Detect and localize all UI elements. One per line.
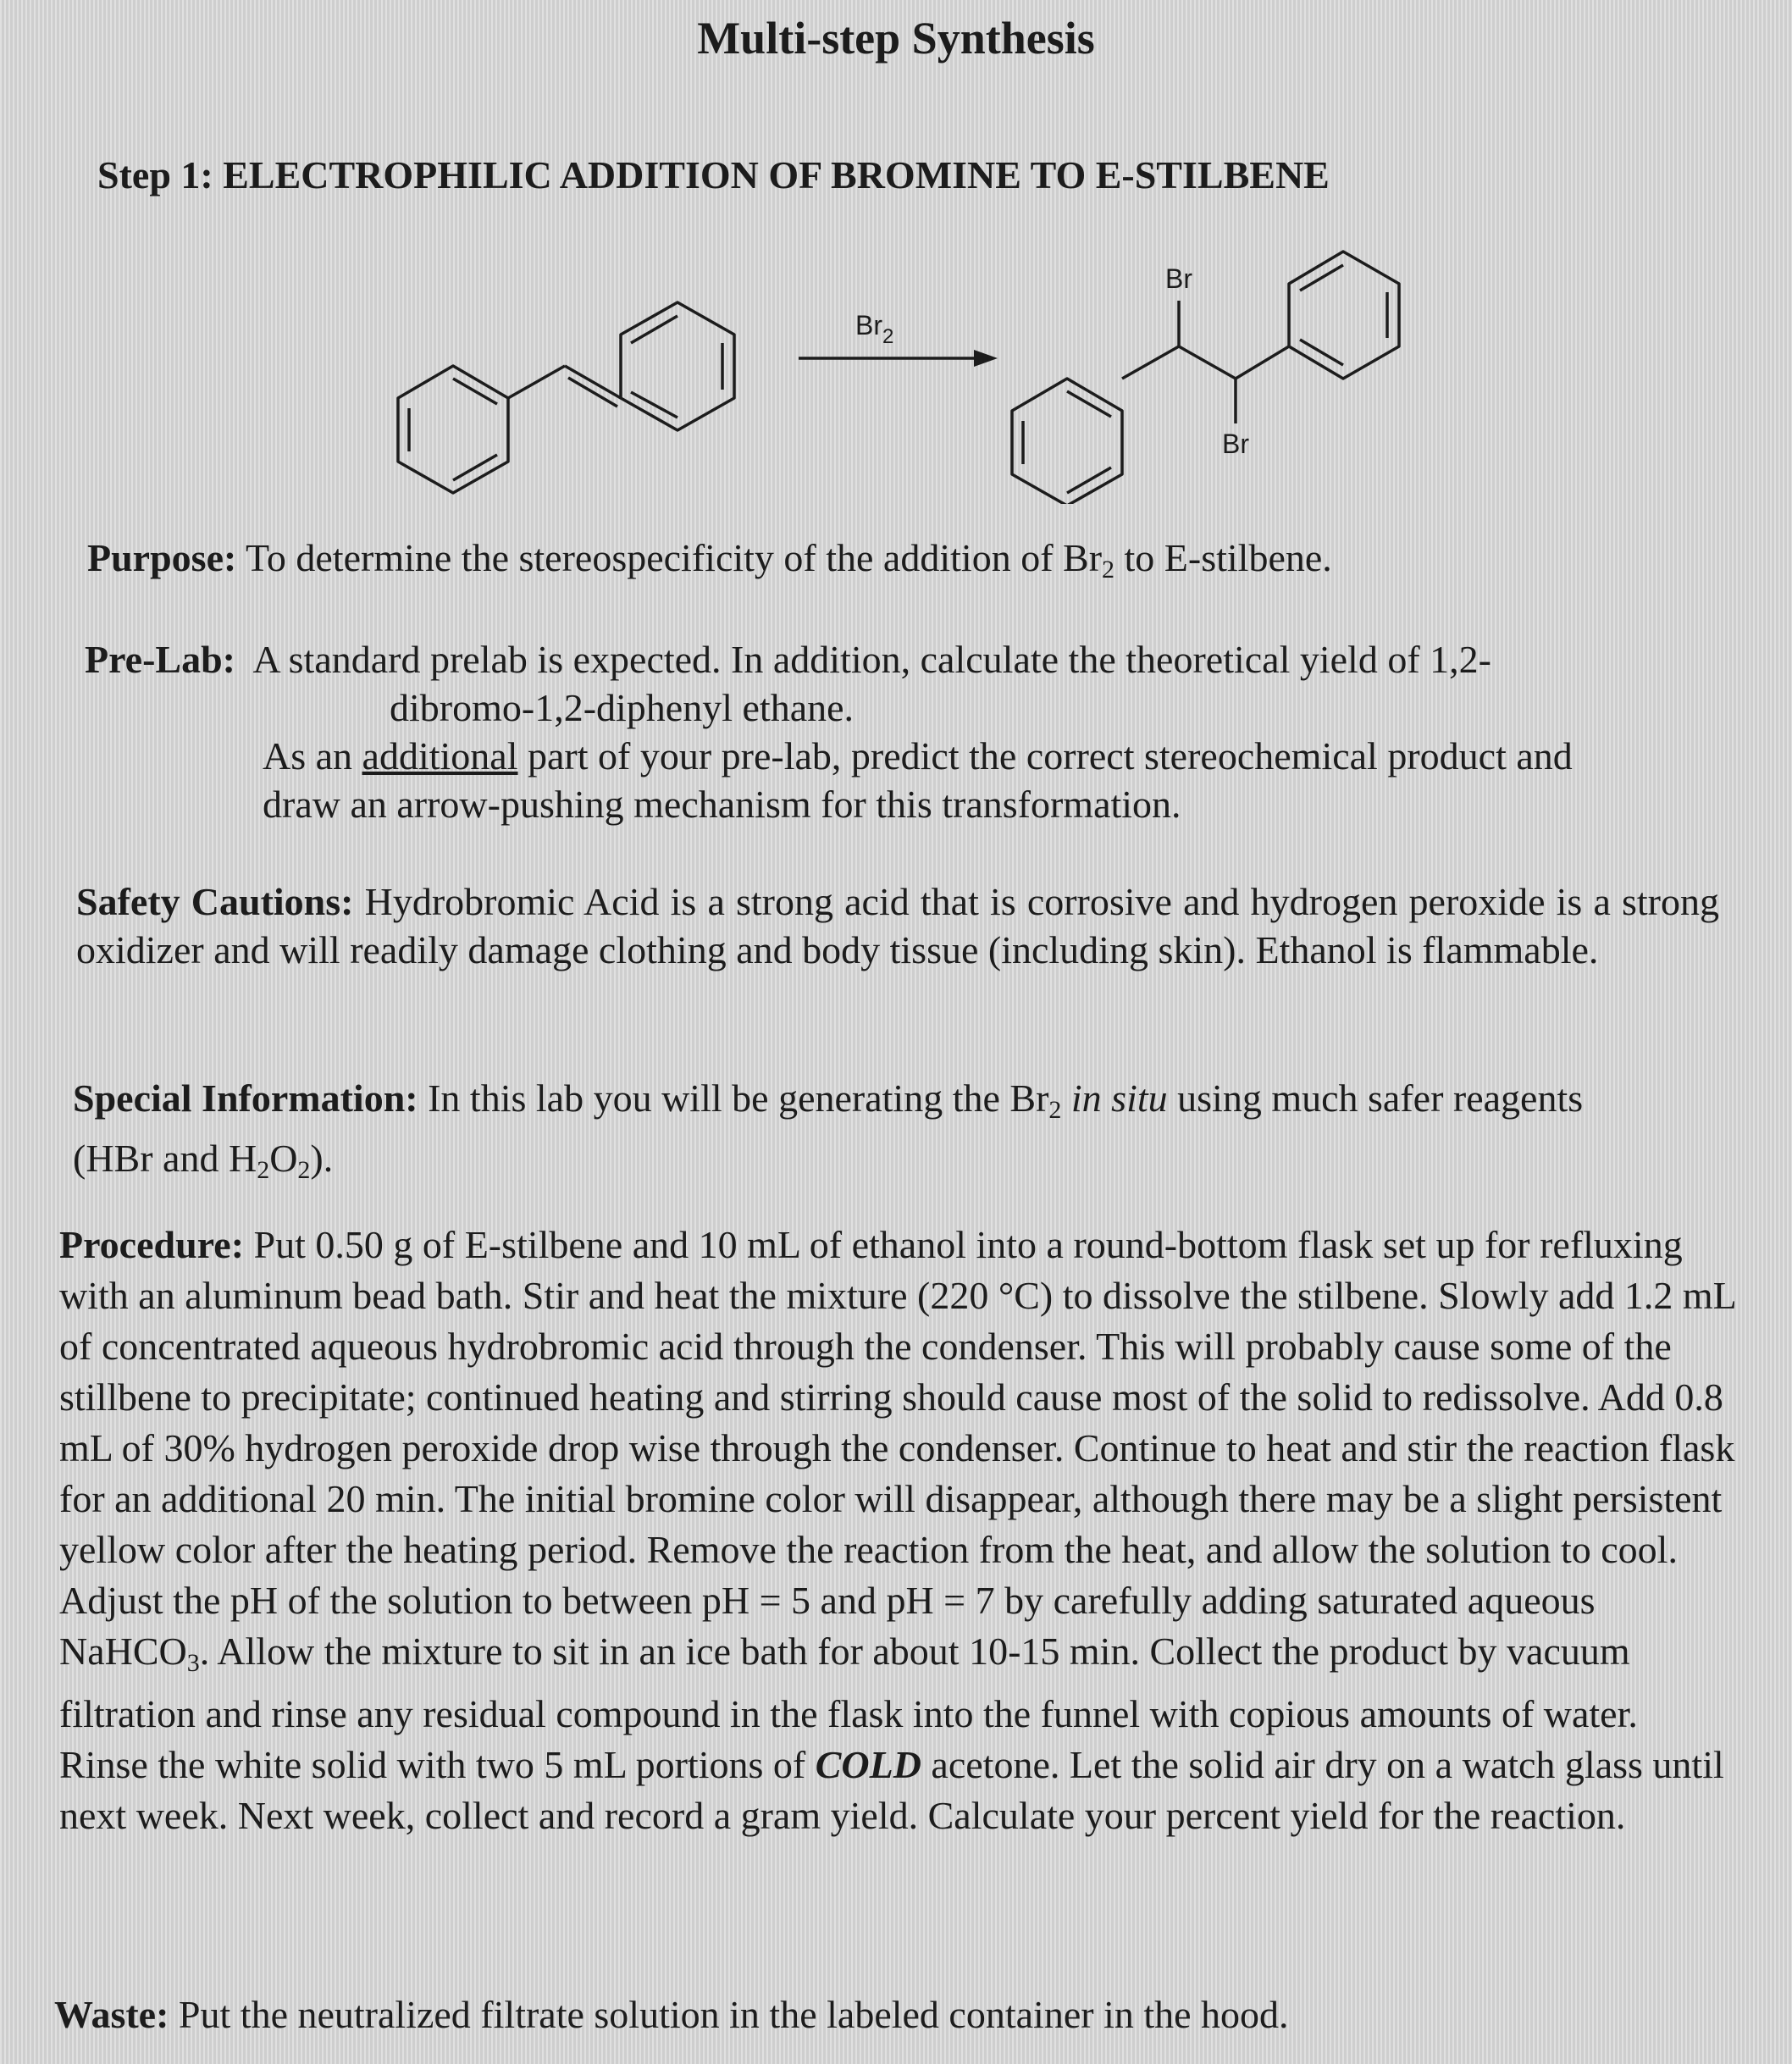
product-br-top: Br xyxy=(1165,263,1192,294)
purpose-text-b: to E-stilbene. xyxy=(1114,536,1332,579)
product-right-ring xyxy=(1289,252,1399,379)
prelab-line-1-text: A standard prelab is expected. In addition, calculate the theoretical yield of 1,2- xyxy=(235,638,1491,681)
reagent-label: $Br_2$ xyxy=(855,310,894,348)
safety-label: Safety Cautions: xyxy=(76,880,354,923)
waste-text: Put the neutralized filtrate solution in the labeled container in the hood. xyxy=(169,1993,1289,2036)
safety-section xyxy=(76,877,1719,974)
purpose-sub: 2 xyxy=(1102,556,1115,584)
prelab-line-4: draw an arrow-pushing mechanism for this transformation. xyxy=(263,783,1181,826)
special-sub-1: 2 xyxy=(1048,1096,1062,1124)
special-sub-3: 2 xyxy=(297,1156,311,1184)
prelab-line-2: dibromo-1,2-diphenyl ethane. xyxy=(390,686,855,729)
procedure-sub: 3 xyxy=(186,1649,200,1677)
prelab-line-3-a: As an xyxy=(263,734,362,777)
procedure-text-a: Put 0.50 g of E-stilbene and 10 mL of ethanol into a round-bottom flask set up for refluxing with an aluminum bead bath. Stir and heat the mixture (220 °C) to dissolve the stilbene. Slowly add 1.2 mL of concentrated aqueous hydrobromic acid through the condenser. This will probably cause some of the stillbene to precipitate; continued heating and stirring should cause most of the solid to redissolve. Add 0.8 mL of 30% hydrogen peroxide drop wise through the condenser. Continue to heat and stir the reaction flask for an additional 20 min. The initial bromine color will disappear, although there may be a slight persistent yellow color after the heating period. Remove the reaction from the heat, and allow the solution to cool. Adjust the pH of the solution to between pH = 5 and pH = 7 by carefully adding saturated aqueous NaHCO xyxy=(59,1223,1736,1673)
product-left-ring xyxy=(1012,379,1122,504)
procedure-section xyxy=(59,1220,1736,1841)
special-line-2-c: ). xyxy=(310,1137,334,1180)
waste-section xyxy=(54,1990,1289,2039)
document-title: Multi-step Synthesis xyxy=(697,13,1095,64)
special-text-b: using much safer reagents xyxy=(1167,1076,1584,1120)
procedure-cold-emphasis: COLD xyxy=(815,1743,921,1786)
prelab-section xyxy=(85,635,1736,828)
prelab-label: Pre-Lab: xyxy=(85,638,236,681)
special-info-section xyxy=(73,1074,1733,1194)
prelab-underlined-word: additional xyxy=(362,734,518,777)
purpose-section xyxy=(87,534,1332,594)
prelab-line-1 xyxy=(85,635,1736,683)
procedure-label: Procedure: xyxy=(59,1223,245,1266)
waste-label: Waste: xyxy=(54,1993,169,2036)
reaction-arrow-head xyxy=(974,350,998,367)
procedure-text-c: acetone. Let the solid air dry on a watch glass until next week. Next week, collect and record a gram yield. Calculate your percent yield for the reaction. xyxy=(59,1743,1724,1837)
special-sub-2: 2 xyxy=(257,1156,270,1184)
product-br-bottom: Br xyxy=(1222,429,1249,459)
special-text-a: In this lab you will be generating the Br xyxy=(418,1076,1049,1120)
prelab-line-3-b: part of your pre-lab, predict the correct stereochemical product and xyxy=(517,734,1573,777)
step-1-heading: Step 1: ELECTROPHILIC ADDITION OF BROMINE TO E-STILBENE xyxy=(97,153,1330,196)
purpose-label: Purpose: xyxy=(87,536,237,579)
safety-text: Hydrobromic Acid is a strong acid that is corrosive and hydrogen peroxide is a strong oxidizer and will readily damage clothing and body tissue (including skin). Ethanol is flammable. xyxy=(76,880,1719,971)
procedure-text-b: . Allow the mixture to sit in an ice bath for about 10-15 min. Collect the product by vacuum filtration and rinse any residual compound in the flask into the funnel with copious amounts of water. Rinse the white solid with two 5 mL portions of xyxy=(59,1630,1638,1786)
reaction-scheme xyxy=(330,241,1482,504)
prelab-line-3 xyxy=(85,732,1736,780)
special-in-situ: in situ xyxy=(1061,1076,1168,1120)
special-info-label: Special Information: xyxy=(73,1076,418,1120)
stilbene-right-ring xyxy=(621,302,734,430)
product-chain xyxy=(1122,301,1289,423)
special-line-2-b: O xyxy=(269,1137,298,1180)
stilbene-double-bond xyxy=(508,366,621,407)
purpose-text-a: To determine the stereospecificity of the addition of Br xyxy=(236,536,1103,579)
stilbene-left-ring xyxy=(398,366,508,493)
special-line-2-a: (HBr and H xyxy=(73,1137,257,1180)
